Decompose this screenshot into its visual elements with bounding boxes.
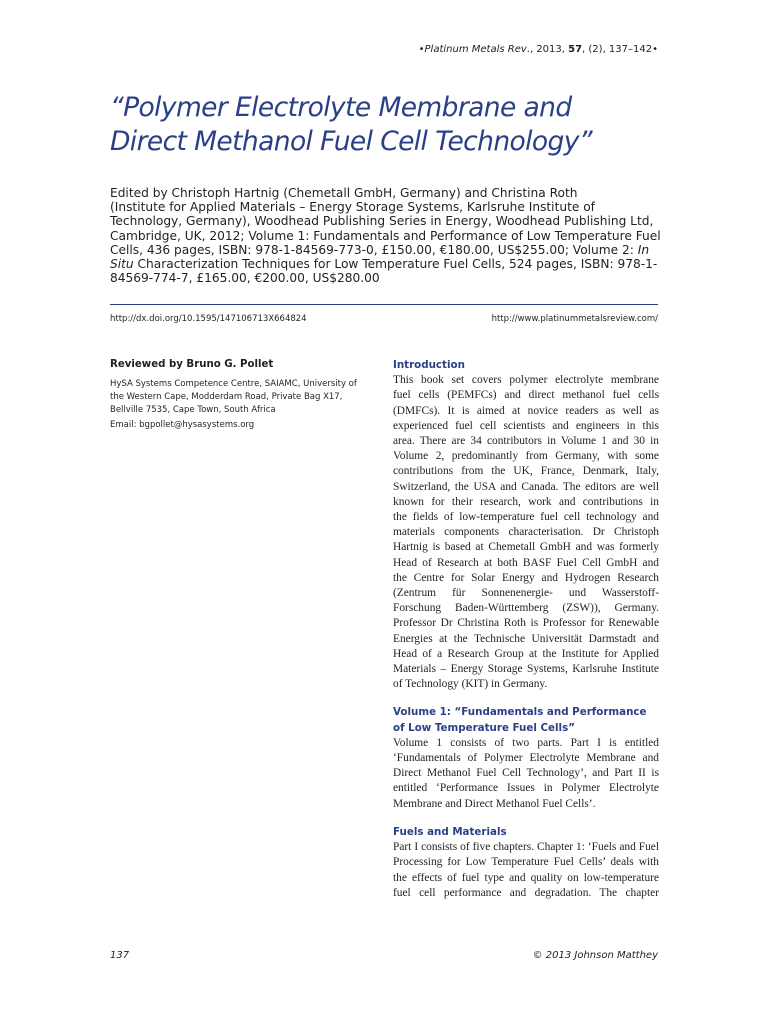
text-line: experienced fuel cell scientists and engineers in this: [393, 419, 659, 432]
text-line: (DMFCs). It is aimed at novice readers as well as: [393, 404, 659, 417]
book-info-line: 84569-774-7, £165.00, €200.00, US$280.00: [110, 271, 380, 286]
section-heading-volume-1: [393, 705, 659, 735]
book-info-text: Cells, 436 pages, ISBN: 978-1-84569-773-0, £150.00, €180.00, US$255.00; Volume 2:: [110, 242, 638, 257]
reviewer-email[interactable]: Email: bgpollet@hysasystems.org: [110, 420, 255, 431]
copyright-notice: © 2013 Johnson Matthey: [532, 950, 658, 961]
header-divider: [110, 304, 658, 305]
affiliation-line: Bellville 7535, Cape Town, South Africa: [110, 405, 276, 416]
reviewer-name: Reviewed by Bruno G. Pollet: [110, 359, 274, 370]
journal-citation: [419, 44, 658, 55]
affiliation-line: HySA Systems Competence Centre, SAIAMC, University of: [110, 379, 357, 389]
text-line: entitled ‘Performance Issues in Polymer Electrolyte: [393, 782, 659, 795]
journal-name: Platinum Metals Rev: [424, 44, 527, 55]
book-info-line: Edited by Christoph Hartnig (Chemetall GmbH, Germany) and Christina Roth: [110, 186, 578, 200]
text-line: of Technology (KIT) in Germany.: [393, 678, 548, 691]
text-line: the effects of fuel type and quality on low-temperature: [393, 871, 659, 884]
introduction-paragraph: [393, 373, 659, 692]
book-info-line: Technology, Germany), Woodhead Publishing Series in Energy, Woodhead Publishing Ltd,: [110, 214, 654, 229]
book-info-text: Characterization Techniques for Low Temperature Fuel Cells, 524 pages, ISBN: 978-1-: [133, 257, 658, 272]
text-line: Hartnig is based at Chemetall GmbH and was formerly: [393, 541, 659, 554]
text-line: area. There are 34 contributors in Volume 1 and 30 in: [393, 435, 659, 448]
text-line: Forschung Baden-Württemberg (ZSW)), Germany.: [393, 602, 659, 615]
reviewer-affiliation: [110, 378, 372, 417]
article-title: [110, 91, 670, 159]
text-line: Processing for Low Temperature Fuel Cells’ deals with: [393, 856, 659, 869]
title-line: Direct Methanol Fuel Cell Technology”: [110, 126, 592, 157]
text-line: ‘Fundamentals of Polymer Electrolyte Membrane and: [393, 752, 659, 765]
text-line: fuel cell performance and degradation. The chapter: [393, 886, 659, 899]
book-info-line: Cambridge, UK, 2012; Volume 1: Fundamentals and Performance of Low Temperature Fuel: [110, 228, 661, 243]
article-body: [393, 358, 659, 901]
doi-link[interactable]: http://dx.doi.org/10.1595/147106713X664824: [110, 314, 307, 324]
book-info-italic: In: [637, 242, 650, 257]
section-heading-fuels-and-materials: [393, 825, 659, 840]
volume-1-paragraph: [393, 736, 659, 812]
paragraph-gap: [393, 692, 659, 705]
text-line: Direct Methanol Fuel Cell Technology’, and Part II is: [393, 767, 659, 780]
heading-text: of Low Temperature Fuel Cells”: [393, 721, 575, 734]
text-line: fuel cells (PEMFCs) and direct methanol fuel cells: [393, 389, 659, 402]
text-line: Volume 2, predominantly from Germany, with some: [393, 450, 659, 463]
text-line: contributions from the UK, France, Denmark, Italy,: [393, 465, 659, 478]
journal-year: ., 2013,: [526, 44, 569, 55]
text-line: known for their research, work and contributions in: [393, 495, 659, 508]
text-line: Part I consists of five chapters. Chapter 1: ‘Fuels and Fuel: [393, 841, 659, 854]
journal-pages: , (2), 137–142•: [582, 44, 658, 55]
text-line: the fields of low-temperature fuel cell technology and: [393, 511, 659, 524]
book-info-line: (Institute for Applied Materials – Energy Storage Systems, Karlsruhe Institute of: [110, 200, 595, 215]
text-line: (Zentrum für Sonnenenergie- und Wasserstoff-: [393, 587, 659, 600]
text-line: Energies at the Technische Universität Darmstadt and: [393, 632, 659, 645]
fuels-paragraph: [393, 840, 659, 901]
journal-prefix: •: [418, 44, 425, 55]
text-line: Materials – Energy Storage Systems, Karlsruhe Institute: [393, 663, 659, 676]
section-heading-introduction: [393, 358, 659, 373]
paragraph-gap: [393, 812, 659, 825]
book-info-line: [110, 257, 666, 271]
text-line: the Centre for Solar Energy and Hydrogen Research: [393, 571, 659, 584]
website-link[interactable]: http://www.platinummetalsreview.com/: [491, 314, 658, 324]
affiliation-line: the Western Cape, Modderdam Road, Private Bag X17,: [110, 392, 343, 403]
book-details: [110, 186, 666, 285]
heading-text: Introduction: [393, 359, 465, 371]
page-number: 137: [110, 950, 130, 961]
text-line: This book set covers polymer electrolyte membrane: [393, 374, 659, 387]
heading-text: Volume 1: “Fundamentals and Performance: [393, 706, 647, 719]
book-info-italic: Situ: [110, 257, 134, 272]
text-line: Professor Dr Christina Roth is Professor for Renewable: [393, 617, 659, 630]
reviewer-block: [110, 359, 372, 430]
text-line: Switzerland, the USA and Canada. The editors are well: [393, 480, 659, 493]
text-line: Head of Research at both BASF Fuel Cell GmbH and: [393, 556, 659, 569]
book-info-line: [110, 243, 666, 257]
heading-text: Fuels and Materials: [393, 825, 507, 838]
text-line: materials components characterisation. Dr Christoph: [393, 526, 659, 539]
title-line: “Polymer Electrolyte Membrane and: [110, 92, 572, 123]
text-line: Volume 1 consists of two parts. Part I is entitled: [393, 736, 659, 749]
text-line: Head of a Research Group at the Institute for Applied: [393, 647, 659, 660]
journal-volume: 57: [568, 44, 583, 55]
text-line: Membrane and Direct Methanol Fuel Cells’.: [393, 797, 596, 810]
